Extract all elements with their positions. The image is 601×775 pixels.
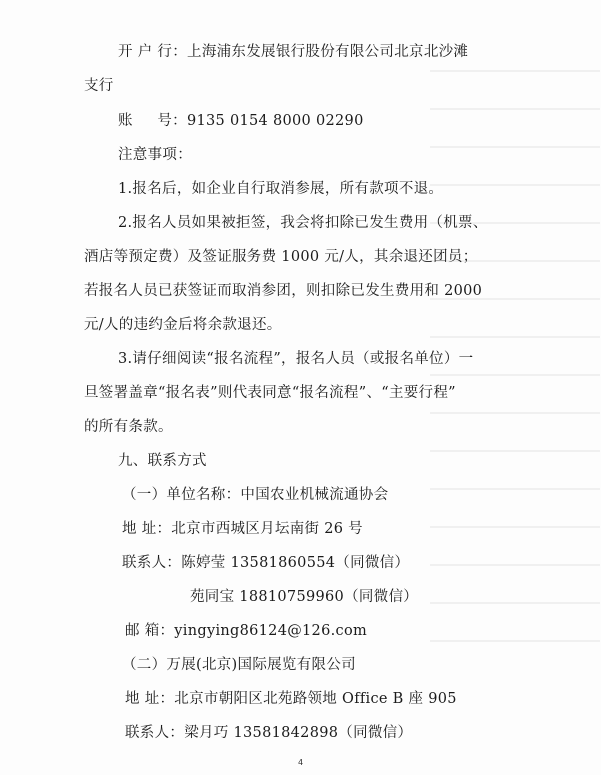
org2-address: 地 址：北京市朝阳区北苑路领地 Office B 座 905 <box>125 691 457 707</box>
org2-contact: 联系人：梁月巧 13581842898（同微信） <box>125 725 413 741</box>
note-item-3-line-1: 3.请仔细阅读“报名流程”，报名人员（或报名单位）一 <box>118 351 474 367</box>
account-label: 账 号： <box>118 113 187 129</box>
org1-address: 地 址：北京市西城区月坛南街 26 号 <box>122 521 363 537</box>
note-item-3-line-3: 的所有条款。 <box>84 419 173 435</box>
note-item-2-line-3: 若报名人员已获签证而取消参团，则扣除已发生费用和 2000 <box>84 283 483 299</box>
bank-name-1: 上海浦东发展银行股份有限公司北京北沙滩 <box>187 44 469 60</box>
bank-line <box>118 42 468 62</box>
account-line <box>118 111 364 131</box>
org1-contact-2: 苑同宝 18810759960（同微信） <box>190 589 419 605</box>
page-number: 4 <box>297 758 304 767</box>
org1-email: 邮 箱：yingying86124@126.com <box>125 623 368 639</box>
account-number: 9135 0154 8000 02290 <box>186 113 364 129</box>
note-item-3-line-2: 旦签署盖章“报名表”则代表同意“报名流程”、“主要行程” <box>84 385 456 401</box>
notes-heading: 注意事项： <box>118 147 192 163</box>
note-item-1: 1.报名后，如企业自行取消参展，所有款项不退。 <box>118 181 444 197</box>
contact-heading: 九、联系方式 <box>118 453 207 469</box>
bank-label: 开 户 行： <box>118 44 188 60</box>
note-item-2-line-2: 酒店等预定费）及签证服务费 1000 元/人，其余退还团员； <box>84 249 478 265</box>
note-item-2-line-1: 2.报名人员如果被拒签，我会将扣除已发生费用（机票、 <box>118 215 488 231</box>
org1-contact-1: 联系人：陈婷莹 13581860554（同微信） <box>122 555 410 571</box>
note-item-2-line-4: 元/人的违约金后将余款退还。 <box>84 317 282 333</box>
bank-name-2: 支行 <box>84 78 114 94</box>
bleed-through-text <box>430 70 600 670</box>
org1-title: （一）单位名称：中国农业机械流通协会 <box>122 487 389 503</box>
org2-title: （二）万展(北京)国际展览有限公司 <box>122 657 356 673</box>
